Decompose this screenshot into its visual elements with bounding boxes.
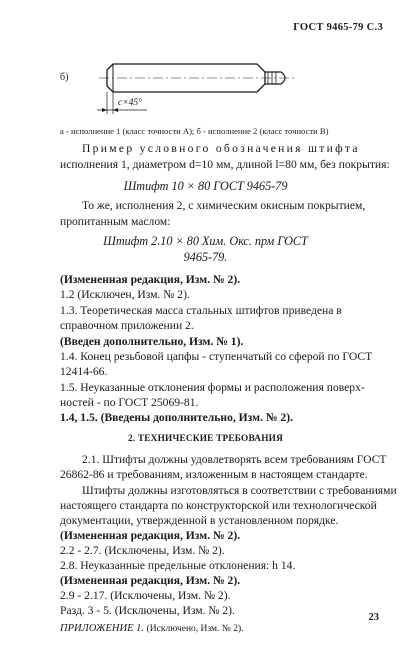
appendix-title: ПРИЛОЖЕНИЕ 1. <box>60 623 144 634</box>
designation-2-line-1: Штифт 2.10 × 80 Хим. Окс. прм ГОСТ <box>103 234 308 248</box>
example-line-4: пропитанным маслом: <box>60 215 171 228</box>
clause-2-1-line-2: 26862-86 и требованиям, изложенным в настоящем стандарте. <box>60 468 368 481</box>
figure-caption: а - исполнение 1 (класс точности А); б - исполнение 2 (класс точности В) <box>60 126 329 136</box>
clause-1-2: 1.2 (Исключен, Изм. № 2). <box>60 288 190 301</box>
page-number: 23 <box>368 612 379 623</box>
clause-2-9-2-17: 2.9 - 2.17. (Исключены, Изм. № 2). <box>60 589 231 602</box>
clause-1-4-line-1: 1.4. Конец резьбовой цапфы - ступенчатый со сферой по ГОСТ <box>60 350 373 363</box>
clause-2-8: 2.8. Неуказанные предельные отклонения: h 14. <box>60 559 296 572</box>
example-line-2: исполнения 1, диаметром d=10 мм, длиной l=80 мм, без покрытия: <box>60 158 390 171</box>
clause-2-2-2-7: 2.2 - 2.7. (Исключены, Изм. № 2). <box>60 544 225 557</box>
sections-3-5: Разд. 3 - 5. (Исключены, Изм. № 2). <box>60 604 235 617</box>
figure-label: б) <box>60 72 69 83</box>
appendix-status: (Исключено, Изм. № 2). <box>146 624 244 634</box>
pin-drawing <box>95 52 305 124</box>
appendix-note <box>60 622 244 637</box>
revision-note-1: (Измененная редакция, Изм. № 2). <box>60 273 241 286</box>
example-line-1: Пример условного обозначения штифта <box>82 142 360 155</box>
manufacturing-line-1: Штифты должны изготовляться в соответствии с требованиями <box>82 484 397 497</box>
revision-note-2: (Измененная редакция, Изм. № 2). <box>60 529 241 542</box>
chamfer-annotation: c×45° <box>118 98 142 108</box>
clause-1-3-line-1: 1.3. Теоретическая масса стальных штифтов приведена в <box>60 304 342 317</box>
clause-1-3-line-2: справочном приложении 2. <box>60 319 194 332</box>
clause-2-1-line-1: 2.1. Штифты должны удовлетворять всем требованиям ГОСТ <box>82 453 387 466</box>
intro-note-1: (Введен дополнительно, Изм. № 1). <box>60 335 244 348</box>
clause-1-5-line-2: ностей - по ГОСТ 25069-81. <box>60 396 199 409</box>
designation-1: Штифт 10 × 80 ГОСТ 9465-79 <box>123 179 288 193</box>
clause-1-4-line-2: 12414-66. <box>60 365 108 378</box>
section-2-title: 2. ТЕХНИЧЕСКИЕ ТРЕБОВАНИЯ <box>127 434 283 444</box>
example-line-3: То же, исполнения 2, с химическим окисным покрытием, <box>82 199 366 212</box>
revision-note-3: (Измененная редакция, Изм. № 2). <box>60 574 241 587</box>
document-header: ГОСТ 9465-79 С.3 <box>293 22 383 33</box>
intro-note-1-4-1-5: 1.4, 1.5. (Введены дополнительно, Изм. № 2). <box>60 411 293 424</box>
designation-2-line-2: 9465-79. <box>183 250 228 264</box>
clause-1-5-line-1: 1.5. Неуказанные отклонения формы и расположения поверх- <box>60 381 365 394</box>
manufacturing-line-3: документации, утвержденной в установленном порядке. <box>60 514 339 527</box>
manufacturing-line-2: настоящего стандарта по конструкторской или технологической <box>60 499 377 512</box>
